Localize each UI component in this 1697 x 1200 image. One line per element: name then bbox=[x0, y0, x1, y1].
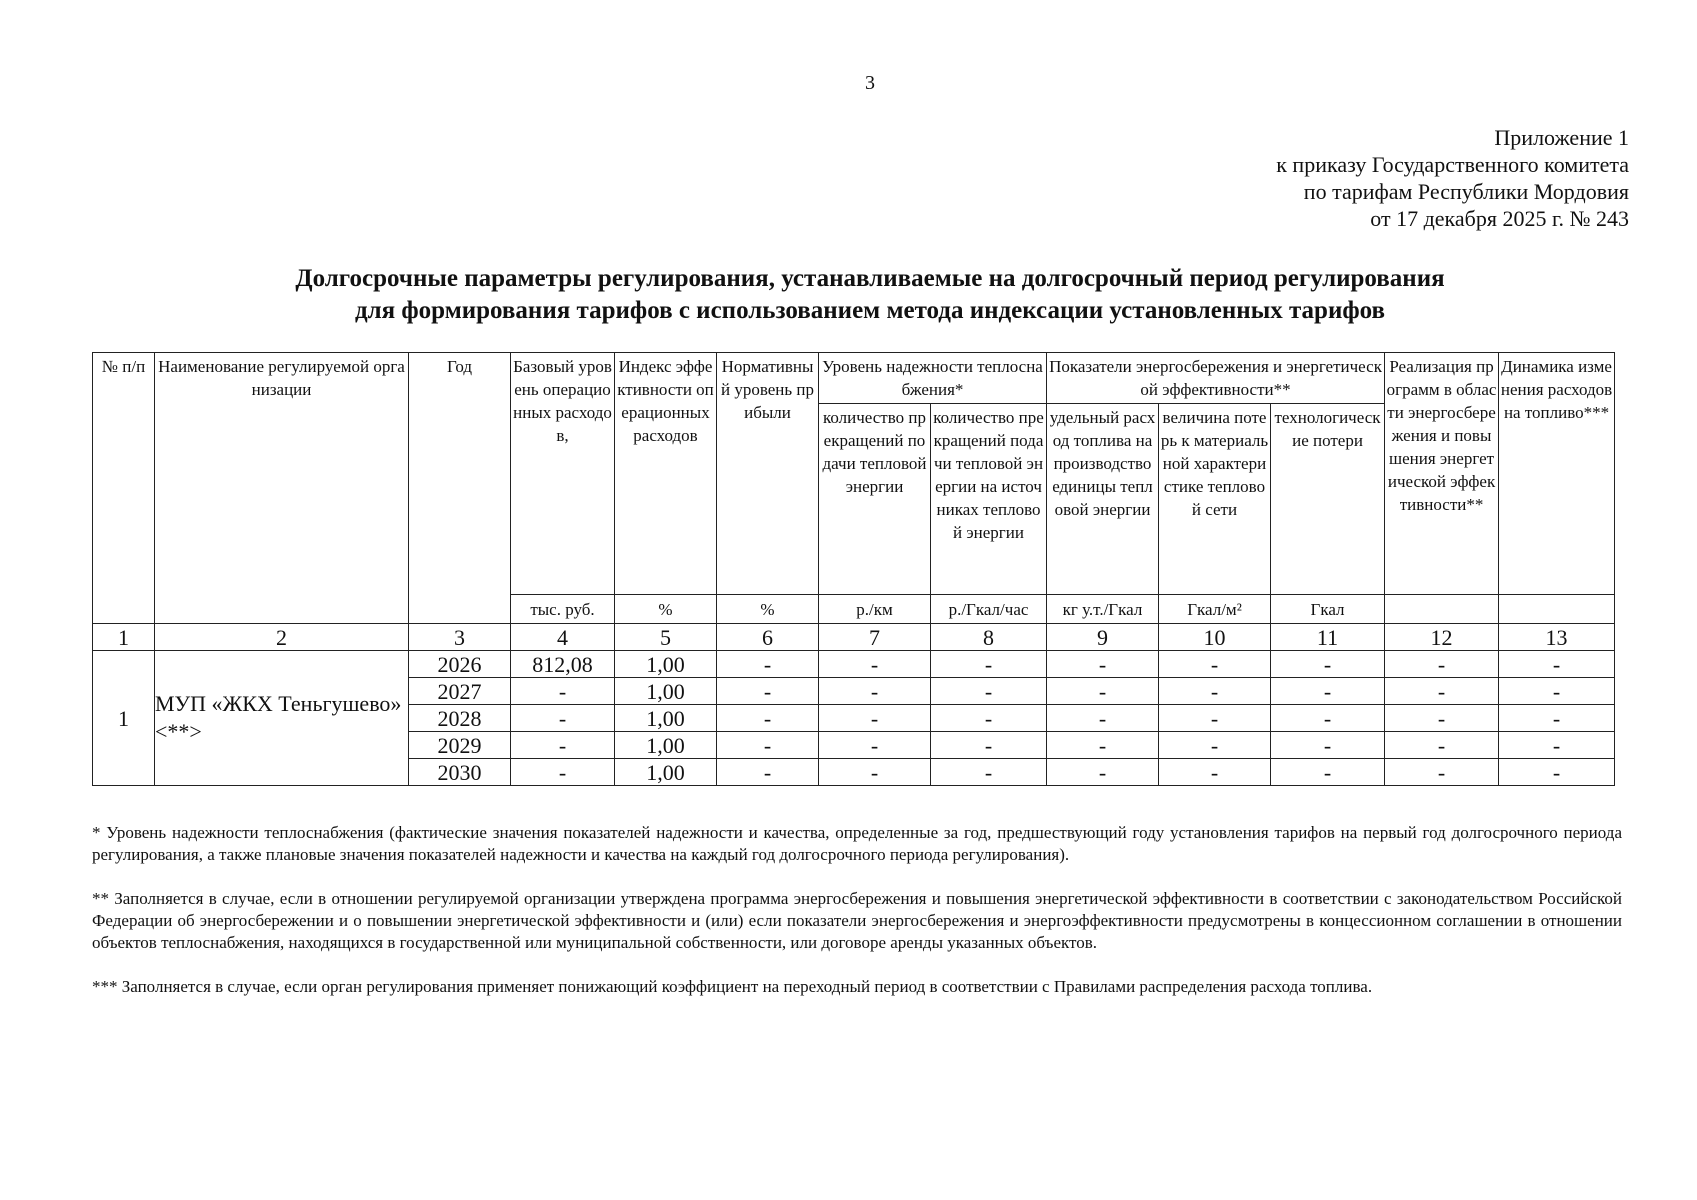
header-num: № п/п bbox=[93, 353, 155, 624]
column-number: 7 bbox=[819, 624, 931, 651]
data-cell: - bbox=[819, 705, 931, 732]
header-fuel: Динамика изменения расходов на топливо*** bbox=[1499, 353, 1615, 595]
column-number: 9 bbox=[1047, 624, 1159, 651]
title-line: Долгосрочные параметры регулирования, устанавливаемые на долгосрочный период регулирования bbox=[295, 265, 1445, 292]
data-cell: - bbox=[931, 732, 1047, 759]
header-reliability: Уровень надежности теплоснабжения* bbox=[819, 353, 1047, 404]
data-cell: - bbox=[819, 678, 931, 705]
data-cell: - bbox=[931, 759, 1047, 786]
data-cell: - bbox=[819, 732, 931, 759]
data-cell: - bbox=[1159, 759, 1271, 786]
column-number: 6 bbox=[717, 624, 819, 651]
page-number: 3 bbox=[865, 72, 875, 94]
data-cell: - bbox=[717, 759, 819, 786]
data-cell: - bbox=[1271, 759, 1385, 786]
data-cell: - bbox=[717, 705, 819, 732]
header-energy-sub1: удельный расход топлива на производство единицы тепловой энергии bbox=[1047, 404, 1159, 595]
data-cell: - bbox=[1499, 759, 1615, 786]
year-cell: 2029 bbox=[409, 732, 511, 759]
column-number: 5 bbox=[615, 624, 717, 651]
efficiency-index-cell: 1,00 bbox=[615, 732, 717, 759]
data-cell: - bbox=[931, 678, 1047, 705]
header-year: Год bbox=[409, 353, 511, 624]
header-energy: Показатели энергосбережения и энергетической эффективности** bbox=[1047, 353, 1385, 404]
data-cell: - bbox=[717, 732, 819, 759]
column-number: 4 bbox=[511, 624, 615, 651]
data-cell: - bbox=[1499, 678, 1615, 705]
column-number: 13 bbox=[1499, 624, 1615, 651]
row-number: 1 bbox=[93, 651, 155, 786]
header-base-opex: Базовый уровень операционных расходов, bbox=[511, 353, 615, 595]
data-cell: - bbox=[1271, 651, 1385, 678]
data-cell: - bbox=[1385, 651, 1499, 678]
data-cell: - bbox=[717, 678, 819, 705]
base-opex-cell: 812,08 bbox=[511, 651, 615, 678]
organization-name: МУП «ЖКХ Теньгушево» <**> bbox=[155, 651, 409, 786]
data-cell: - bbox=[1271, 678, 1385, 705]
year-cell: 2026 bbox=[409, 651, 511, 678]
footnote-fuel: *** Заполняется в случае, если орган регулирования применяет понижающий коэффициент на переходный период в соответствии с Правилами распределения расхода топлива. bbox=[92, 977, 1373, 996]
column-numbers-row bbox=[93, 624, 1615, 651]
data-cell: - bbox=[1159, 705, 1271, 732]
parameters-table-wrap bbox=[92, 352, 1614, 786]
data-cell: - bbox=[1159, 678, 1271, 705]
data-cell: - bbox=[1271, 705, 1385, 732]
efficiency-index-cell: 1,00 bbox=[615, 705, 717, 732]
data-cell: - bbox=[1499, 732, 1615, 759]
data-cell: - bbox=[1499, 651, 1615, 678]
appendix-line: по тарифам Республики Мордовия bbox=[1303, 179, 1629, 204]
appendix-block bbox=[1276, 124, 1629, 232]
unit-cell: р./Гкал/час bbox=[931, 595, 1047, 624]
data-cell: - bbox=[1385, 732, 1499, 759]
unit-cell: % bbox=[717, 595, 819, 624]
base-opex-cell: - bbox=[511, 705, 615, 732]
data-cell: - bbox=[1271, 732, 1385, 759]
year-cell: 2027 bbox=[409, 678, 511, 705]
unit-cell: Гкал/м² bbox=[1159, 595, 1271, 624]
data-cell: - bbox=[717, 651, 819, 678]
base-opex-cell: - bbox=[511, 678, 615, 705]
unit-cell: кг у.т./Гкал bbox=[1047, 595, 1159, 624]
base-opex-cell: - bbox=[511, 732, 615, 759]
data-cell: - bbox=[1499, 705, 1615, 732]
table-row bbox=[93, 651, 1615, 678]
column-number: 11 bbox=[1271, 624, 1385, 651]
header-row-1 bbox=[93, 353, 1615, 404]
column-number: 3 bbox=[409, 624, 511, 651]
footnotes bbox=[92, 822, 1622, 1020]
data-cell: - bbox=[1047, 759, 1159, 786]
header-reliability-sub2: количество прекращений подачи тепловой энергии на источниках тепловой энергии bbox=[931, 404, 1047, 595]
unit-cell bbox=[1499, 595, 1615, 624]
header-energy-sub2: величина потерь к материальной характеристике тепловой сети bbox=[1159, 404, 1271, 595]
header-energy-sub3: технологические потери bbox=[1271, 404, 1385, 595]
unit-cell: р./км bbox=[819, 595, 931, 624]
data-cell: - bbox=[1385, 705, 1499, 732]
year-cell: 2030 bbox=[409, 759, 511, 786]
footnote-energy-saving: ** Заполняется в случае, если в отношении регулируемой организации утверждена программа энергосбережения и повышения энергетической эффективности в соответствии с законодательством Российской Федерации об энергосбережении и о повышении энергетической эффективности и (или) если показатели энергосбережения и энергоэффективности предусмотрены в концессионном соглашении в отношении объектов теплоснабжения, находящихся в государственной или муниципальной собственности, или договоре аренды указанных объектов. bbox=[92, 889, 1622, 952]
data-cell: - bbox=[1159, 651, 1271, 678]
unit-cell bbox=[1385, 595, 1499, 624]
data-cell: - bbox=[1047, 678, 1159, 705]
parameters-table bbox=[92, 352, 1615, 786]
header-profit: Нормативный уровень прибыли bbox=[717, 353, 819, 595]
appendix-line: от 17 декабря 2025 г. № 243 bbox=[1370, 206, 1629, 231]
efficiency-index-cell: 1,00 bbox=[615, 678, 717, 705]
data-cell: - bbox=[1159, 732, 1271, 759]
header-programs: Реализация программ в области энергосбережения и повышения энергетической эффективности** bbox=[1385, 353, 1499, 595]
appendix-line: Приложение 1 bbox=[1494, 125, 1629, 150]
data-cell: - bbox=[819, 759, 931, 786]
data-cell: - bbox=[931, 705, 1047, 732]
data-cell: - bbox=[1047, 732, 1159, 759]
column-number: 2 bbox=[155, 624, 409, 651]
column-number: 10 bbox=[1159, 624, 1271, 651]
column-number: 1 bbox=[93, 624, 155, 651]
efficiency-index-cell: 1,00 bbox=[615, 651, 717, 678]
title-line: для формирования тарифов с использованием метода индексации установленных тарифов bbox=[354, 297, 1386, 324]
unit-cell: тыс. руб. bbox=[511, 595, 615, 624]
data-cell: - bbox=[1047, 705, 1159, 732]
data-cell: - bbox=[1385, 678, 1499, 705]
footnote-reliability: * Уровень надежности теплоснабжения (фактические значения показателей надежности и качества, определенные за год, предшествующий году установления тарифов на первый год долгосрочного периода регулирования, а также плановые значения показателей надежности и качества на каждый год долгосрочного периода регулирования). bbox=[92, 823, 1622, 864]
header-org: Наименование регулируемой организации bbox=[155, 353, 409, 624]
document-title bbox=[90, 263, 1650, 327]
year-cell: 2028 bbox=[409, 705, 511, 732]
header-reliability-sub1: количество прекращений подачи тепловой энергии bbox=[819, 404, 931, 595]
header-efficiency-index: Индекс эффективности операционных расходов bbox=[615, 353, 717, 595]
data-cell: - bbox=[1047, 651, 1159, 678]
data-cell: - bbox=[1385, 759, 1499, 786]
base-opex-cell: - bbox=[511, 759, 615, 786]
column-number: 8 bbox=[931, 624, 1047, 651]
appendix-line: к приказу Государственного комитета bbox=[1276, 152, 1629, 177]
efficiency-index-cell: 1,00 bbox=[615, 759, 717, 786]
unit-cell: Гкал bbox=[1271, 595, 1385, 624]
unit-cell: % bbox=[615, 595, 717, 624]
column-number: 12 bbox=[1385, 624, 1499, 651]
data-cell: - bbox=[819, 651, 931, 678]
data-cell: - bbox=[931, 651, 1047, 678]
